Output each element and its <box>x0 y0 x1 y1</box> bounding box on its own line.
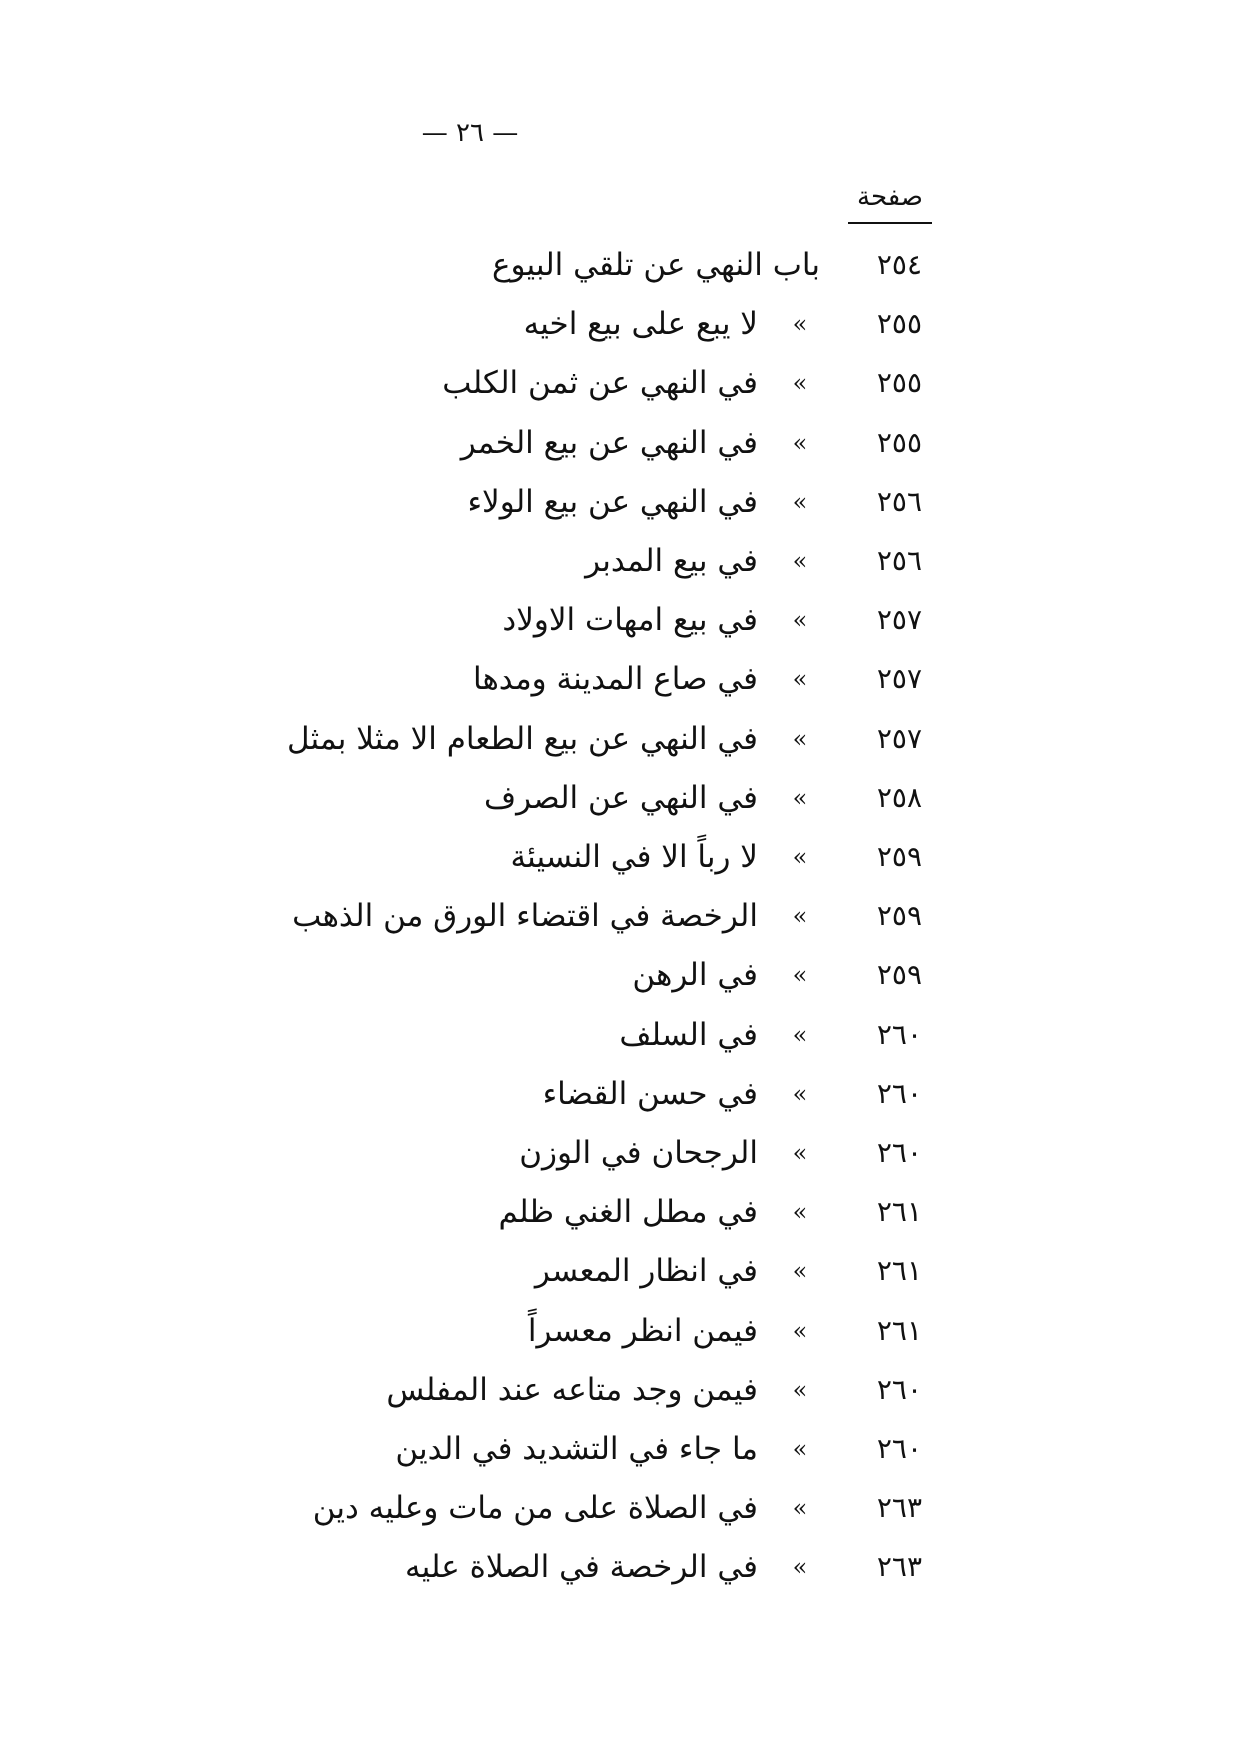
ditto-mark: » <box>792 488 808 516</box>
toc-entry-title: في مطل الغني ظلم <box>498 1194 758 1230</box>
ditto-mark: » <box>792 1080 808 1108</box>
toc-entry <box>0 595 1240 645</box>
ditto-mark: » <box>792 1198 808 1226</box>
toc-entry <box>0 1483 1240 1533</box>
toc-entry-title: في انظار المعسر <box>534 1253 758 1289</box>
toc-entry-title: في النهي عن ثمن الكلب <box>442 365 758 401</box>
ditto-mark: » <box>792 310 808 338</box>
toc-entry-page: ٢٥٧ <box>876 662 922 695</box>
toc-entry <box>0 654 1240 704</box>
toc-entry-page: ٢٦٣ <box>876 1491 922 1524</box>
toc-entry-page: ٢٥٧ <box>876 603 922 636</box>
ditto-mark: » <box>792 1376 808 1404</box>
toc-entry <box>0 1424 1240 1474</box>
toc-entry-title: لا رباً الا في النسيئة <box>510 839 758 875</box>
toc-entry <box>0 1187 1240 1237</box>
toc-entry-title: في حسن القضاء <box>542 1076 758 1112</box>
toc-entry-title: في النهي عن الصرف <box>483 780 758 816</box>
toc-entry <box>0 477 1240 527</box>
toc-entry <box>0 891 1240 941</box>
toc-entry-page: ٢٦٠ <box>876 1373 922 1406</box>
toc-entry-title: في الرهن <box>632 957 758 993</box>
toc-entry-title: لا يبع على بيع اخيه <box>523 306 758 342</box>
toc-entry-title: في بيع امهات الاولاد <box>502 602 758 638</box>
toc-entry-page: ٢٦٠ <box>876 1432 922 1465</box>
toc-entry-title: الرجحان في الوزن <box>519 1135 758 1171</box>
toc-entry-page: ٢٦١ <box>876 1195 922 1228</box>
toc-entry-title: فيمن وجد متاعه عند المفلس <box>386 1372 758 1408</box>
toc-entry-page: ٢٦٣ <box>876 1550 922 1583</box>
toc-entry <box>0 1306 1240 1356</box>
toc-entry-title: في النهي عن بيع الخمر <box>460 425 758 461</box>
toc-entry-page: ٢٥٦ <box>876 544 922 577</box>
toc-entry-page: ٢٦١ <box>876 1254 922 1287</box>
toc-entry <box>0 714 1240 764</box>
toc-entry-title: في النهي عن بيع الطعام الا مثلا بمثل <box>287 721 758 757</box>
toc-entry-title: في الرخصة في الصلاة عليه <box>405 1549 758 1585</box>
ditto-mark: » <box>792 1317 808 1345</box>
toc-entry-page: ٢٥٩ <box>876 958 922 991</box>
toc-entry-page: ٢٥٤ <box>876 248 922 281</box>
toc-entry <box>0 1128 1240 1178</box>
toc-entry-title: في صاع المدينة ومدها <box>473 661 758 697</box>
ditto-mark: » <box>792 1139 808 1167</box>
toc-entry <box>0 1010 1240 1060</box>
toc-entry-title: في الصلاة على من مات وعليه دين <box>312 1490 758 1526</box>
toc-entry-page: ٢٥٥ <box>876 366 922 399</box>
toc-entry <box>0 773 1240 823</box>
toc-entry-page: ٢٦٠ <box>876 1136 922 1169</box>
toc-entry-page: ٢٥٧ <box>876 722 922 755</box>
toc-entry <box>0 536 1240 586</box>
toc-entry <box>0 299 1240 349</box>
ditto-mark: » <box>792 606 808 634</box>
toc-entry-title: الرخصة في اقتضاء الورق من الذهب <box>292 898 758 934</box>
ditto-mark: » <box>792 547 808 575</box>
toc-entry-title: في بيع المدبر <box>585 543 758 579</box>
toc-entry-title: فيمن انظر معسراً <box>527 1313 758 1349</box>
ditto-mark: » <box>792 1553 808 1581</box>
page-column-header: صفحة <box>848 182 932 224</box>
toc-entry <box>0 240 1240 290</box>
toc-entry-title: في النهي عن بيع الولاء <box>467 484 758 520</box>
toc-entry-page: ٢٥٩ <box>876 840 922 873</box>
toc-entry-page: ٢٥٥ <box>876 426 922 459</box>
toc-entry-title: في السلف <box>619 1017 758 1053</box>
toc-entry-page: ٢٥٨ <box>876 781 922 814</box>
ditto-mark: » <box>792 784 808 812</box>
toc-entry <box>0 358 1240 408</box>
ditto-mark: » <box>792 429 808 457</box>
toc-entry <box>0 832 1240 882</box>
ditto-mark: » <box>792 369 808 397</box>
toc-entry <box>0 1246 1240 1296</box>
ditto-mark: » <box>792 725 808 753</box>
toc-entry-page: ٢٥٥ <box>876 307 922 340</box>
toc-entry <box>0 1069 1240 1119</box>
toc-entry-page: ٢٦١ <box>876 1314 922 1347</box>
toc-entry-page: ٢٦٠ <box>876 1018 922 1051</box>
ditto-mark: » <box>792 961 808 989</box>
toc-entry <box>0 1542 1240 1592</box>
page-number: — ٢٦ — <box>421 118 519 148</box>
ditto-mark: » <box>792 1021 808 1049</box>
ditto-mark: » <box>792 843 808 871</box>
toc-entry-page: ٢٥٩ <box>876 899 922 932</box>
ditto-mark: » <box>792 1435 808 1463</box>
ditto-mark: » <box>792 1494 808 1522</box>
toc-entry <box>0 1365 1240 1415</box>
toc-entry <box>0 418 1240 468</box>
ditto-mark: » <box>792 902 808 930</box>
toc-entry-title: ما جاء في التشديد في الدين <box>395 1431 758 1467</box>
toc-entry-title: باب النهي عن تلقي البيوع <box>492 247 820 283</box>
toc-entry-page: ٢٥٦ <box>876 485 922 518</box>
toc-entry <box>0 950 1240 1000</box>
ditto-mark: » <box>792 1257 808 1285</box>
ditto-mark: » <box>792 665 808 693</box>
toc-entry-page: ٢٦٠ <box>876 1077 922 1110</box>
